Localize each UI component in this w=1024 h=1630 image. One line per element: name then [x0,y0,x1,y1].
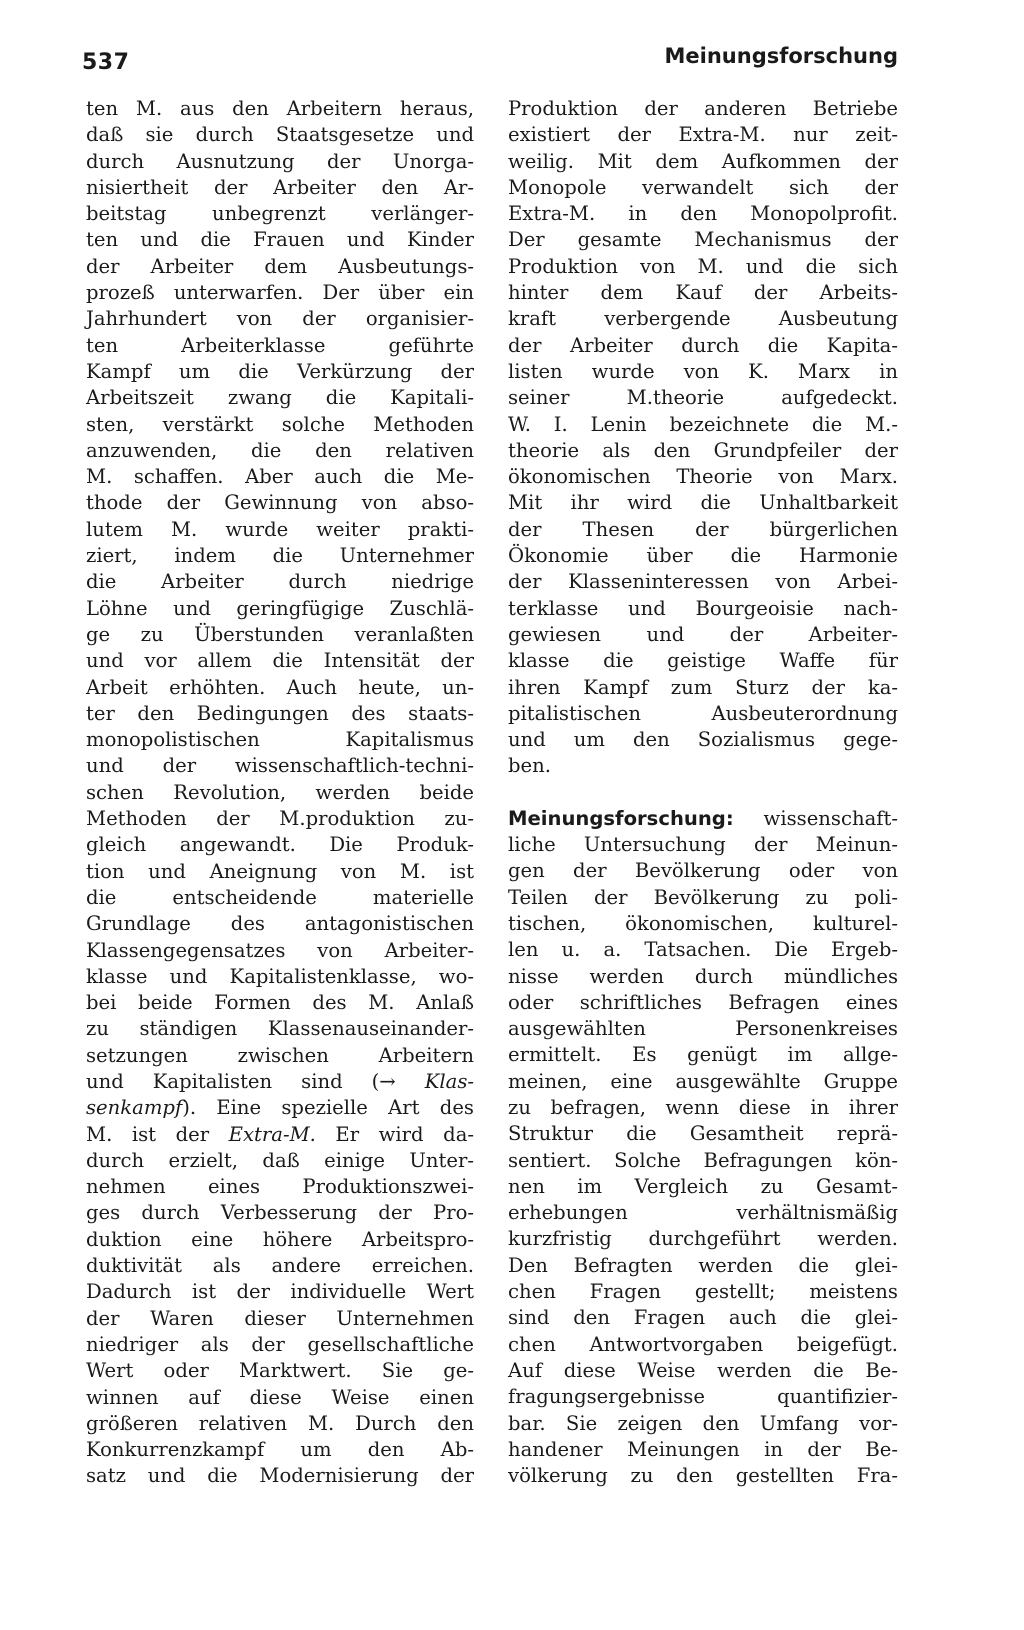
text-line: Klassengegensatzes von Arbeiter- [86,938,474,962]
text-line: Löhne und geringfügige Zuschlä- [86,596,474,620]
text-line: Ökonomie über die Harmonie [508,544,898,568]
text-line: beitstag unbegrenzt verlänger- [86,202,474,226]
text-line: Monopole verwandelt sich der [508,175,898,199]
text-line: größeren relativen M. Durch den [86,1411,474,1435]
text-line [86,1122,474,1148]
text-line: Grundlage des antagonistischen [86,912,474,936]
text-line: ter den Bedingungen des staats- [86,701,474,725]
text-line: oder schriftliches Befragen eines [508,990,898,1014]
text-line: die entscheidende materielle [86,885,474,909]
text-segment: Er wird da- [315,1122,474,1146]
text-segment: wissenschaft- [733,806,898,830]
text-line: Struktur die Gesamtheit reprä- [508,1122,898,1146]
paragraph-gap [508,780,898,806]
text-line: ausgewählten Personenkreises [508,1017,898,1041]
text-line: kraft verbergende Ausbeutung [508,307,898,331]
text-line: erhebungen verhältnismäßig [508,1201,898,1225]
text-line: kurzfristig durchgeführt werden. [508,1227,898,1251]
text-line: liche Untersuchung der Meinun- [508,833,898,857]
text-line: len u. a. Tatsachen. Die Ergeb- [508,938,898,962]
text-line: listen wurde von K. Marx in [508,359,898,383]
text-line: klasse die geistige Waffe für [508,649,898,673]
text-line: zu befragen, wenn diese in ihrer [508,1095,898,1119]
text-line: Kampf um die Verkürzung der [86,359,474,383]
text-line: monopolistischen Kapitalismus [86,728,474,752]
text-line: handener Meinungen in der Be- [508,1437,898,1461]
text-line: durch erzielt, daß einige Unter- [86,1148,474,1172]
text-line: gewiesen und der Arbeiter- [508,622,898,646]
text-line: bar. Sie zeigen den Umfang vor- [508,1411,898,1435]
text-line: der Klasseninteressen von Arbei- [508,570,898,594]
text-line: Arbeitszeit zwang die Kapitali- [86,386,474,410]
text-line: ziert, indem die Unternehmer [86,544,474,568]
text-line: M. schaffen. Aber auch die Me- [86,465,474,489]
text-line: hinter dem Kauf der Arbeits- [508,281,898,305]
text-line: winnen auf diese Weise einen [86,1385,474,1409]
text-segment: M. ist der [86,1122,229,1146]
text-line: Methoden der M.produktion zu- [86,807,474,831]
text-line: satz und die Modernisierung der [86,1464,474,1488]
text-line: sten, verstärkt solche Methoden [86,412,474,436]
text-line: durch Ausnutzung der Unorga- [86,149,474,173]
text-segment: und Kapitalisten sind (→ [86,1069,425,1093]
text-line: duktivität als andere erreichen. [86,1254,474,1278]
text-line: ges durch Verbesserung der Pro- [86,1201,474,1225]
text-line: lutem M. wurde weiter prakti- [86,517,474,541]
text-line: und der wissenschaftlich-techni- [86,754,474,778]
text-line: meinen, eine ausgewählte Gruppe [508,1069,898,1093]
text-line: tion und Aneignung von M. ist [86,859,474,883]
left-column [86,96,474,1490]
text-line: Der gesamte Mechanismus der [508,228,898,252]
text-line: daß sie durch Staatsgesetze und [86,123,474,147]
text-line: thode der Gewinnung von abso- [86,491,474,515]
text-line: prozeß unterwarfen. Der über ein [86,281,474,305]
text-line: weilig. Mit dem Aufkommen der [508,149,898,173]
text-line: der Waren dieser Unternehmen [86,1306,474,1330]
text-line: Produktion der anderen Betriebe [508,97,898,120]
text-line: Auf diese Weise werden die Be- [508,1358,898,1382]
entry-term-punct: : [725,806,734,830]
text-line: ihren Kampf zum Sturz der ka- [508,675,898,699]
text-line: völkerung zu den gestellten Fra- [508,1464,898,1488]
text-line [86,1069,474,1095]
text-line: tischen, ökonomischen, kulturel- [508,911,898,935]
text-line: klasse und Kapitalistenklasse, wo- [86,964,474,988]
text-line: Mit ihr wird die Unhaltbarkeit [508,491,898,515]
running-head: Meinungsforschung [664,44,898,68]
text-line: Arbeit erhöhten. Auch heute, un- [86,675,474,699]
text-line: die Arbeiter durch niedrige [86,570,474,594]
text-line: und vor allem die Intensität der [86,649,474,673]
text-line: fragungsergebnisse quantifizier- [508,1385,898,1409]
text-line: ten Arbeiterklasse geführte [86,333,474,357]
text-line: ermittelt. Es genügt im allge- [508,1043,898,1067]
text-line: Jahrhundert von der organisier- [86,307,474,331]
entry-heading-line [508,806,898,832]
text-line: chen Fragen gestellt; meistens [508,1280,898,1304]
text-line: duktion eine höhere Arbeitspro- [86,1227,474,1251]
emphasis-term: Extra-M. [228,1122,316,1146]
text-line: bei beide Formen des M. Anlaß [86,991,474,1015]
text-line: ökonomischen Theorie von Marx. [508,465,898,489]
text-line: nisse werden durch mündliches [508,964,898,988]
text-line: terklasse und Bourgeoisie nach- [508,596,898,620]
text-line: Wert oder Marktwert. Sie ge- [86,1359,474,1383]
text-line: schen Revolution, werden beide [86,780,474,804]
text-line: nen im Vergleich zu Gesamt- [508,1174,898,1198]
text-line: ge zu Überstunden veranlaßten [86,622,474,646]
text-line: pitalistischen Ausbeuterordnung [508,701,898,725]
text-line: gleich angewandt. Die Produk- [86,833,474,857]
cross-reference: senkampf [86,1096,183,1120]
text-line: setzungen zwischen Arbeitern [86,1043,474,1067]
text-line: nisiertheit der Arbeiter den Ar- [86,175,474,199]
text-line: Konkurrenzkampf um den Ab- [86,1438,474,1462]
text-line: W. I. Lenin bezeichnete die M.- [508,412,898,436]
text-line: der Thesen der bürgerlichen [508,517,898,541]
text-line: gen der Bevölkerung oder von [508,859,898,883]
text-line: seiner M.theorie aufgedeckt. [508,386,898,410]
text-line: sentiert. Solche Befragungen kön- [508,1148,898,1172]
entry-term: Meinungsforschung [508,806,726,830]
text-line: zu ständigen Klassenauseinander- [86,1017,474,1041]
text-line: Dadurch ist der individuelle Wert [86,1280,474,1304]
text-line: sind den Fragen auch die glei- [508,1306,898,1330]
text-line: Den Befragten werden die glei- [508,1253,898,1277]
text-line [86,1095,474,1121]
right-column [508,96,898,1489]
text-line: Teilen der Bevölkerung zu poli- [508,885,898,909]
text-line: anzuwenden, die den relativen [86,438,474,462]
text-line: Extra-M. in den Monopolprofit. [508,202,898,226]
page-number: 537 [82,50,130,75]
text-line: der Arbeiter durch die Kapita- [508,333,898,357]
text-line: der Arbeiter dem Ausbeutungs- [86,254,474,278]
text-line: existiert der Extra-M. nur zeit- [508,123,898,147]
text-line: niedriger als der gesellschaftliche [86,1332,474,1356]
text-line: theorie als den Grundpfeiler der [508,438,898,462]
text-line: ben. [508,754,551,778]
text-line: ten und die Frauen und Kinder [86,228,474,252]
cross-reference: Klas- [424,1069,474,1093]
text-line: Produktion von M. und die sich [508,254,898,278]
text-segment: ). Eine spezielle Art des [182,1096,474,1120]
text-line: ten M. aus den Arbeitern heraus, [86,97,474,120]
text-line: chen Antwortvorgaben beigefügt. [508,1332,898,1356]
text-line: nehmen eines Produktionszwei- [86,1175,474,1199]
text-line: und um den Sozialismus gege- [508,728,898,752]
